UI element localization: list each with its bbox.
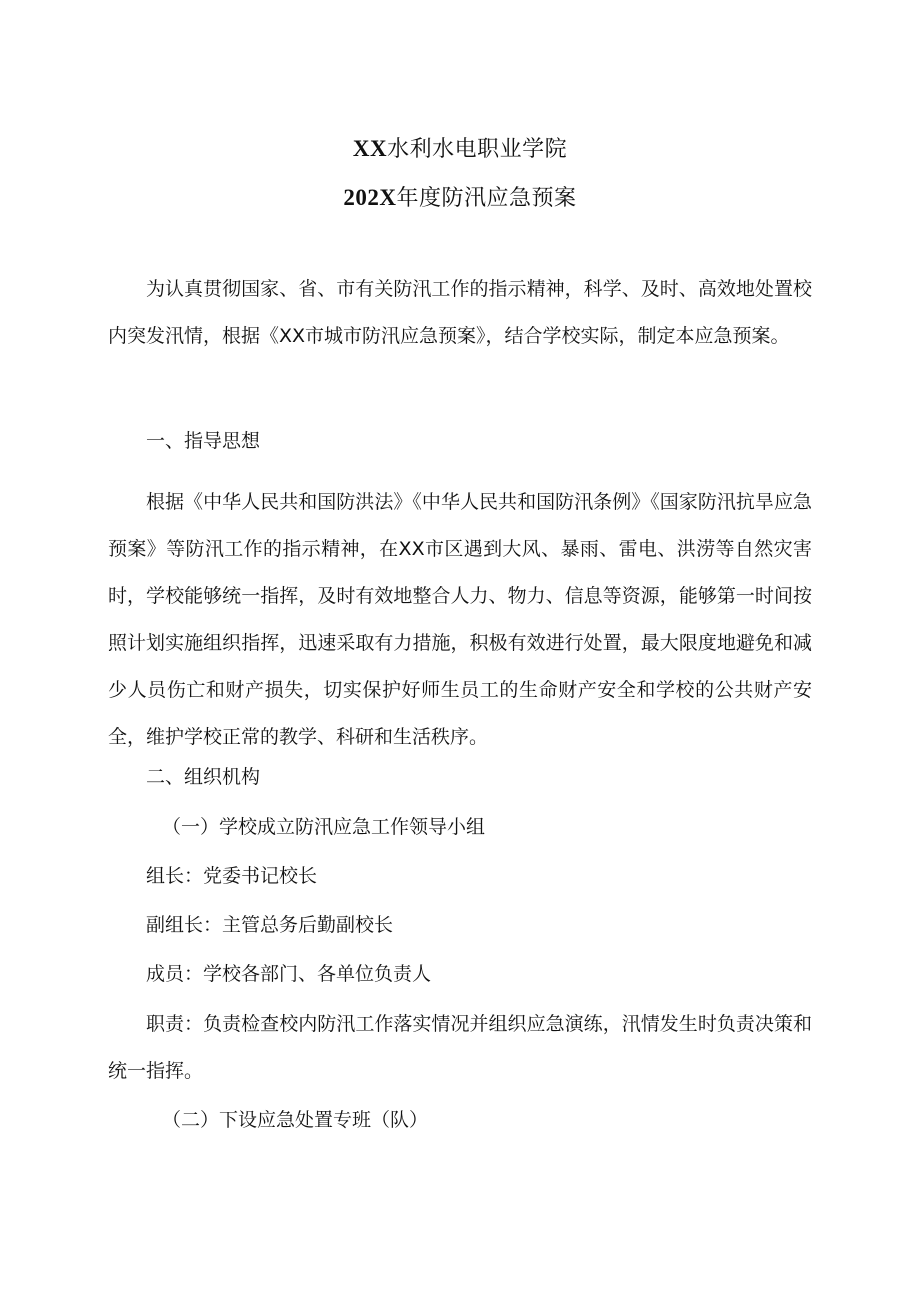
guiding-principles-paragraph: 根据《中华人民共和国防洪法》《中华人民共和国防汛条例》《国家防汛抗旱应急预案》等防汛工作的指示精神，在XX市区遇到大风、暴雨、雷电、洪涝等自然灾害时，学校能够统一指挥，及时有效地整合人力、物力、信息等资源，能够第一时间按照计划实施组织指挥，迅速采取有力措施，积极有效进行处置，最大限度地避免和减少人员伤亡和财产损失，切实保护好师生员工的生命财产安全和学校的公共财产安全，维护学校正常的教学、科研和生活秩序。 [108, 491, 812, 748]
subsection-heading-leadership-group: （一）学校成立防汛应急工作领导小组 [162, 816, 486, 838]
leader-line: 组长：党委书记校长 [146, 865, 318, 887]
document-title-institution [0, 134, 920, 165]
members-line: 成员：学校各部门、各单位负责人 [146, 963, 432, 985]
duties-paragraph: 职责：负责检查校内防汛工作落实情况并组织应急演练，汛情发生时负责决策和统一指挥。 [108, 1013, 812, 1082]
intro-paragraph: 为认真贯彻国家、省、市有关防汛工作的指示精神，科学、及时、高效地处置校内突发汛情，根据《XX市城市防汛应急预案》，结合学校实际，制定本应急预案。 [108, 278, 812, 347]
title-institution-prefix: XX [352, 136, 388, 161]
title-plan-name: 年度防汛应急预案 [396, 186, 577, 211]
title-institution-name: 水利水电职业学院 [387, 137, 568, 162]
title-plan-year: 202X [343, 185, 397, 210]
section-heading-guiding-principles: 一、指导思想 [146, 430, 261, 452]
deputy-leader-line: 副组长：主管总务后勤副校长 [146, 914, 394, 936]
document-title-plan [0, 183, 920, 214]
section-heading-organization: 二、组织机构 [146, 766, 261, 788]
subsection-heading-emergency-team: （二）下设应急处置专班（队） [162, 1109, 429, 1131]
